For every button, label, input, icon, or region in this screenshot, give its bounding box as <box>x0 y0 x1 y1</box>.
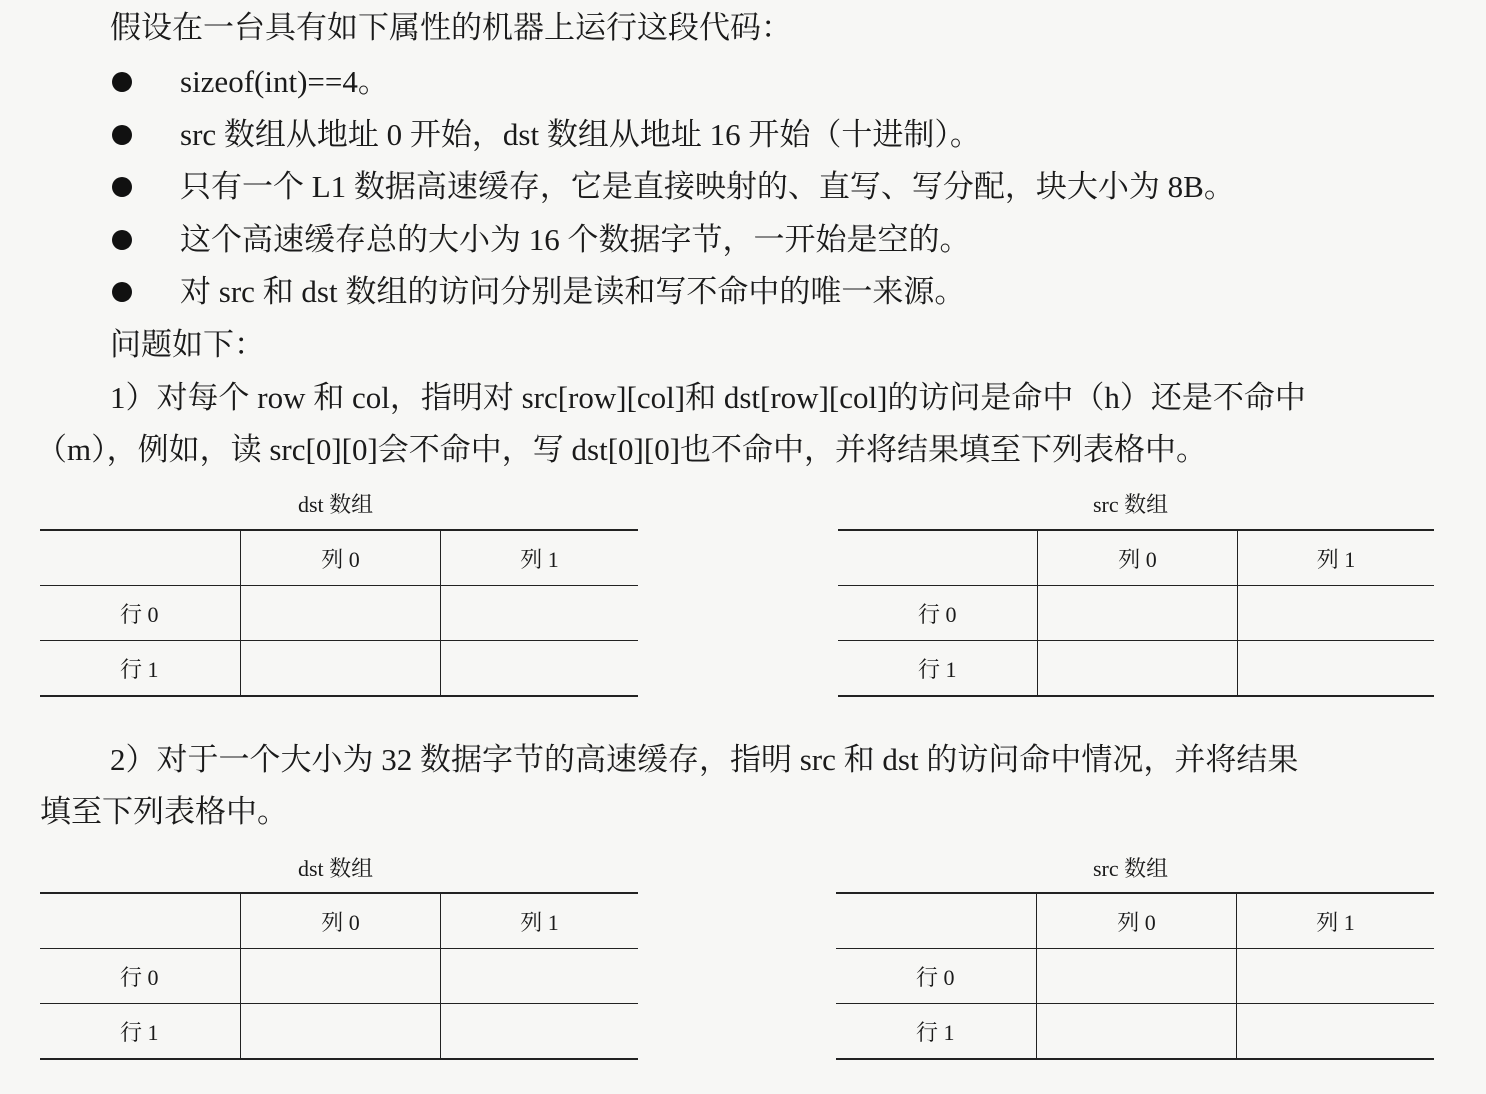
answer-cell[interactable] <box>1037 1004 1237 1060</box>
answer-cell[interactable] <box>1038 586 1238 641</box>
answer-cell[interactable] <box>441 641 639 697</box>
dst-table-caption: dst 数组 <box>298 856 374 881</box>
bullet-icon <box>112 72 132 92</box>
row-header: 行 1 <box>838 641 1038 697</box>
row-header: 行 1 <box>836 1004 1037 1060</box>
col-header: 列 0 <box>241 893 441 949</box>
col-header: 列 0 <box>1038 530 1238 586</box>
answer-cell[interactable] <box>441 949 639 1004</box>
intro-text: 假设在一台具有如下属性的机器上运行这段代码： <box>110 10 792 45</box>
bullet-icon <box>112 230 132 250</box>
row-header: 行 1 <box>40 1004 241 1060</box>
question-2-line-2: 填至下列表格中。 <box>40 794 288 829</box>
bullet-item: 对 src 和 dst 数组的访问分别是读和写不命中的唯一来源。 <box>180 274 966 309</box>
question-2-line-1: 2）对于一个大小为 32 数据字节的高速缓存，指明 src 和 dst 的访问命中情况，并将结果 <box>110 742 1299 777</box>
answer-cell[interactable] <box>441 586 639 641</box>
row-header: 行 1 <box>40 641 241 697</box>
question-1-line-1: 1）对每个 row 和 col，指明对 src[row][col]和 dst[row][col]的访问是命中（h）还是不命中 <box>110 380 1306 415</box>
answer-cell[interactable] <box>241 949 441 1004</box>
src-table-caption: src 数组 <box>1093 856 1169 881</box>
bullet-icon <box>112 177 132 197</box>
answer-cell[interactable] <box>241 641 441 697</box>
bullet-item: 只有一个 L1 数据高速缓存，它是直接映射的、直写、写分配，块大小为 8B。 <box>180 169 1235 204</box>
dst-table-caption: dst 数组 <box>298 492 374 517</box>
bullet-item: src 数组从地址 0 开始，dst 数组从地址 16 开始（十进制）。 <box>180 117 981 152</box>
answer-cell[interactable] <box>1237 1004 1435 1060</box>
answer-cell[interactable] <box>441 1004 639 1060</box>
answer-cell[interactable] <box>1238 586 1435 641</box>
answer-cell[interactable] <box>241 586 441 641</box>
col-header: 列 1 <box>1237 893 1435 949</box>
dst-table-32b <box>40 892 638 1060</box>
question-1-line-2: （m），例如，读 src[0][0]会不命中，写 dst[0][0]也不命中，并将结果填至下列表格中。 <box>36 432 1208 467</box>
row-header: 行 0 <box>838 586 1038 641</box>
col-header: 列 1 <box>1238 530 1435 586</box>
src-table-caption: src 数组 <box>1093 492 1169 517</box>
bullet-icon <box>112 282 132 302</box>
answer-cell[interactable] <box>241 1004 441 1060</box>
col-header: 列 1 <box>441 893 639 949</box>
answer-cell[interactable] <box>1038 641 1238 697</box>
col-header: 列 1 <box>441 530 639 586</box>
row-header: 行 0 <box>40 586 241 641</box>
answer-cell[interactable] <box>1238 641 1435 697</box>
bullet-item: sizeof(int)==4。 <box>180 64 389 99</box>
answer-cell[interactable] <box>1237 949 1435 1004</box>
questions-label: 问题如下： <box>110 327 265 362</box>
answer-cell[interactable] <box>1037 949 1237 1004</box>
dst-table-16b <box>40 529 638 697</box>
src-table-16b <box>838 529 1434 697</box>
row-header: 行 0 <box>836 949 1037 1004</box>
src-table-32b <box>836 892 1434 1060</box>
col-header: 列 0 <box>1037 893 1237 949</box>
bullet-item: 这个高速缓存总的大小为 16 个数据字节，一开始是空的。 <box>180 222 971 257</box>
row-header: 行 0 <box>40 949 241 1004</box>
bullet-icon <box>112 125 132 145</box>
col-header: 列 0 <box>241 530 441 586</box>
